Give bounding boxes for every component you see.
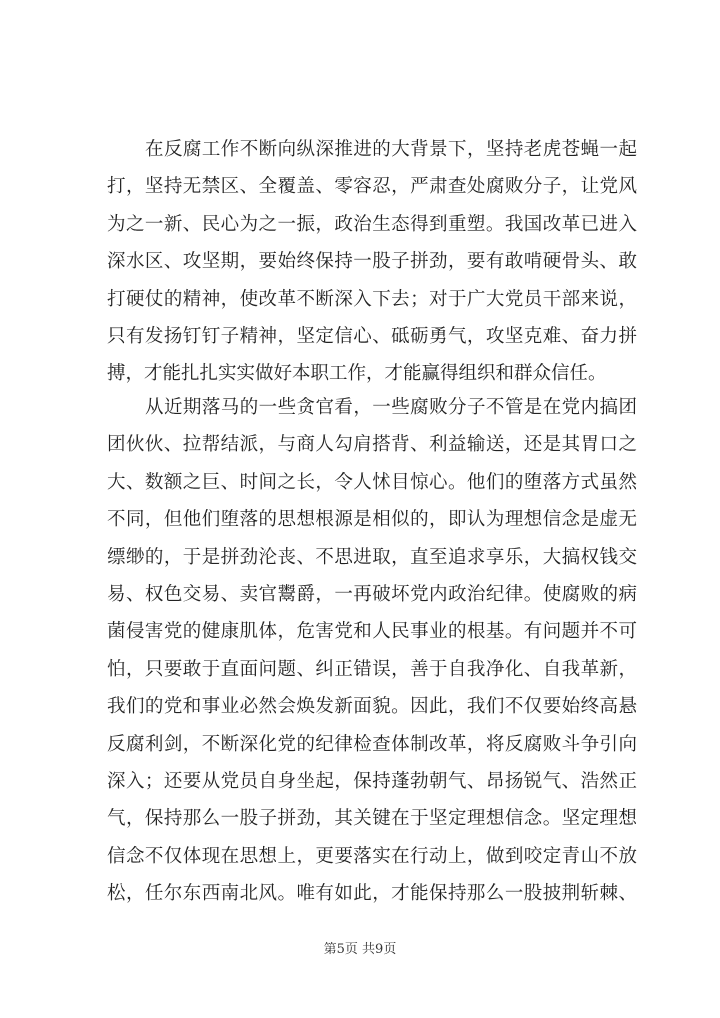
- page-footer: 第5页 共9页: [323, 942, 397, 957]
- text-line: 我们的党和事业必然会焕发新面貌。因此，我们不仅要始终高悬: [107, 696, 637, 718]
- text-line: 不同，但他们堕落的思想根源是相似的，即认为理想信念是虚无: [107, 509, 637, 531]
- text-line: 深入；还要从党员自身坐起，保持蓬勃朝气、昂扬锐气、浩然正: [107, 770, 637, 792]
- text-line: 易、权色交易、卖官鬻爵，一再破坏党内政治纪律。使腐败的病: [107, 583, 637, 605]
- text-line: 打，坚持无禁区、全覆盖、零容忍，严肃查处腐败分子，让党风: [107, 176, 637, 198]
- text-line: 怕，只要敢于直面问题、纠正错误，善于自我净化、自我革新，: [107, 658, 637, 680]
- paragraph-1: [107, 131, 637, 393]
- text-line: 从近期落马的一些贪官看，一些腐败分子不管是在党内搞团: [145, 397, 637, 418]
- text-line: 深水区、攻坚期，要始终保持一股子拼劲，要有敢啃硬骨头、敢: [107, 251, 637, 273]
- text-line: 反腐利剑，不断深化党的纪律检查体制改革，将反腐败斗争引向: [107, 733, 637, 755]
- text-line: 气，保持那么一股子拼劲，其关键在于坚定理想信念。坚定理想: [107, 808, 637, 830]
- text-line: 为之一新、民心为之一振，政治生态得到重塑。我国改革已进入: [107, 213, 637, 235]
- text-line: 大、数额之巨、时间之长，令人怵目惊心。他们的堕落方式虽然: [107, 471, 637, 493]
- paragraph-2: [107, 389, 637, 912]
- text-line: 只有发扬钉钉子精神，坚定信心、砥砺勇气，攻坚克难、奋力拼: [107, 325, 637, 347]
- text-line: 团伙伙、拉帮结派，与商人勾肩搭背、利益输送，还是其胃口之: [107, 434, 637, 456]
- text-line: 菌侵害党的健康肌体，危害党和人民事业的根基。有问题并不可: [107, 621, 637, 643]
- text-line: 打硬仗的精神，使改革不断深入下去；对于广大党员干部来说，: [107, 288, 637, 310]
- text-line: 搏，才能扎扎实实做好本职工作，才能赢得组织和群众信任。: [107, 363, 607, 385]
- text-line: 信念不仅体现在思想上，更要落实在行动上，做到咬定青山不放: [107, 845, 637, 867]
- text-line: 缥缈的，于是拼劲沦丧、不思进取，直至追求享乐，大搞权钱交: [107, 546, 637, 568]
- text-line: 松，任尔东西南北风。唯有如此，才能保持那么一股披荆斩棘、: [107, 883, 637, 905]
- text-line: 在反腐工作不断向纵深推进的大背景下，坚持老虎苍蝇一起: [145, 139, 637, 160]
